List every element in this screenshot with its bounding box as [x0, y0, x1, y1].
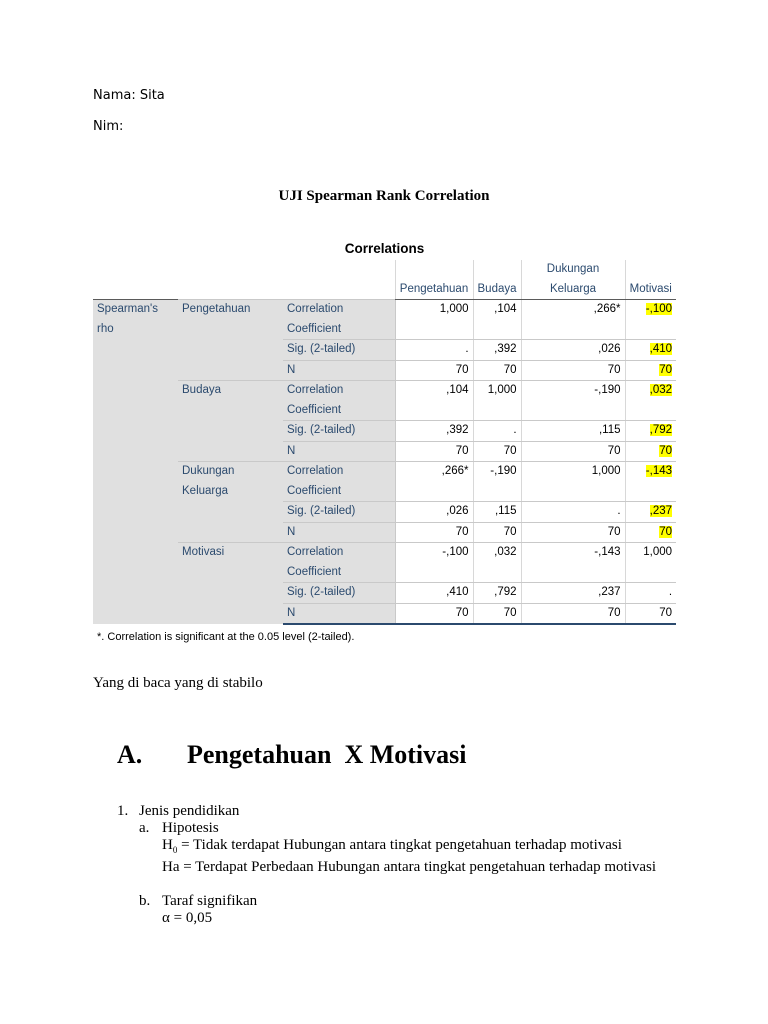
alpha-value: α = 0,05	[162, 910, 213, 926]
ha-statement: Ha = Terdapat Perbedaan Hubungan antara tingkat pengetahuan terhadap motivasi	[162, 859, 657, 875]
table-cell: -,100	[625, 300, 676, 340]
table-cell: 70	[395, 441, 473, 462]
table-cell: -,143	[521, 543, 625, 583]
table-cell: ,032	[473, 543, 521, 583]
variable-label: Dukungan Keluarga	[178, 462, 283, 543]
table-cell: ,026	[395, 502, 473, 523]
section-heading	[117, 740, 467, 770]
table-footnote: *. Correlation is significant at the 0.05 level (2-tailed).	[97, 631, 355, 643]
statistic-label: Correlation Coefficient	[283, 381, 395, 421]
h0-statement: $H_0$ = Tidak terdapat Hubungan antara tingkat pengetahuan terhadap motivasi	[162, 837, 622, 855]
table-cell: ,392	[473, 340, 521, 361]
section-title: Pengetahuan X Motivasi	[187, 740, 467, 769]
table-cell: 70	[473, 603, 521, 624]
table-row	[93, 300, 676, 340]
table-cell: 70	[625, 603, 676, 624]
statistic-label: Sig. (2-tailed)	[283, 502, 395, 523]
col-header-dukungan-l2: Keluarga	[521, 280, 625, 300]
table-cell: .	[395, 340, 473, 361]
nim-line: Nim:	[93, 119, 124, 134]
table-cell: ,792	[625, 421, 676, 442]
table-cell: ,104	[473, 300, 521, 340]
table-cell: ,115	[473, 502, 521, 523]
variable-label: Motivasi	[178, 543, 283, 625]
variable-label: Pengetahuan	[178, 300, 283, 381]
table-cell: ,237	[521, 583, 625, 604]
table-cell: -,190	[473, 462, 521, 502]
table-cell: -,143	[625, 462, 676, 502]
statistic-label: Correlation Coefficient	[283, 300, 395, 340]
table-cell: .	[521, 502, 625, 523]
col-header-budaya: Budaya	[473, 280, 521, 300]
table-cell: 70	[473, 360, 521, 381]
table-cell: 70	[625, 360, 676, 381]
list-item: a. Hipotesis	[139, 820, 219, 836]
list-item: 1. Jenis pendidikan	[117, 803, 240, 819]
table-body	[93, 300, 676, 625]
table-cell: .	[625, 583, 676, 604]
table-cell: ,032	[625, 381, 676, 421]
method-label: Spearman's rho	[93, 300, 178, 625]
table-cell: ,266*	[395, 462, 473, 502]
correlations-table-block	[93, 240, 676, 643]
col-header-pengetahuan: Pengetahuan	[395, 280, 473, 300]
table-cell: 70	[521, 603, 625, 624]
statistic-label: Sig. (2-tailed)	[283, 340, 395, 361]
section-letter: A.	[117, 740, 143, 769]
statistic-label: N	[283, 360, 395, 381]
name-line: Nama: Sita	[93, 88, 165, 103]
statistic-label: N	[283, 603, 395, 624]
list-item: b. Taraf signifikan	[139, 893, 258, 909]
table-cell: ,237	[625, 502, 676, 523]
table-cell: ,792	[473, 583, 521, 604]
table-cell: 70	[473, 441, 521, 462]
table-cell: 70	[625, 522, 676, 543]
table-cell: 70	[395, 360, 473, 381]
table-cell: -,190	[521, 381, 625, 421]
statistic-label: Correlation Coefficient	[283, 543, 395, 583]
correlations-table	[93, 260, 676, 625]
statistic-label: Sig. (2-tailed)	[283, 583, 395, 604]
table-cell: ,026	[521, 340, 625, 361]
table-cell: 70	[473, 522, 521, 543]
table-cell: .	[473, 421, 521, 442]
table-cell: 70	[625, 441, 676, 462]
table-caption: Correlations	[344, 241, 425, 256]
table-cell: 1,000	[395, 300, 473, 340]
table-cell: -,100	[395, 543, 473, 583]
table-cell: 70	[395, 522, 473, 543]
table-row	[93, 381, 676, 421]
statistic-label: N	[283, 522, 395, 543]
table-row	[93, 543, 676, 583]
table-cell: 70	[395, 603, 473, 624]
table-cell: 70	[521, 441, 625, 462]
statistic-label: Correlation Coefficient	[283, 462, 395, 502]
statistic-label: Sig. (2-tailed)	[283, 421, 395, 442]
table-row	[93, 462, 676, 502]
col-header-motivasi: Motivasi	[625, 280, 676, 300]
table-cell: ,266*	[521, 300, 625, 340]
col-header-dukungan-l1: Dukungan	[521, 260, 625, 280]
document-title: UJI Spearman Rank Correlation	[278, 188, 490, 204]
table-cell: ,104	[395, 381, 473, 421]
table-cell: ,392	[395, 421, 473, 442]
table-cell: ,410	[625, 340, 676, 361]
table-cell: ,115	[521, 421, 625, 442]
hypothesis-list	[117, 803, 656, 927]
variable-label: Budaya	[178, 381, 283, 462]
table-cell: 70	[521, 360, 625, 381]
table-cell: 1,000	[473, 381, 521, 421]
table-cell: ,410	[395, 583, 473, 604]
table-cell: 70	[521, 522, 625, 543]
statistic-label: N	[283, 441, 395, 462]
note-text: Yang di baca yang di stabilo	[93, 675, 263, 691]
table-cell: 1,000	[625, 543, 676, 583]
table-cell: 1,000	[521, 462, 625, 502]
